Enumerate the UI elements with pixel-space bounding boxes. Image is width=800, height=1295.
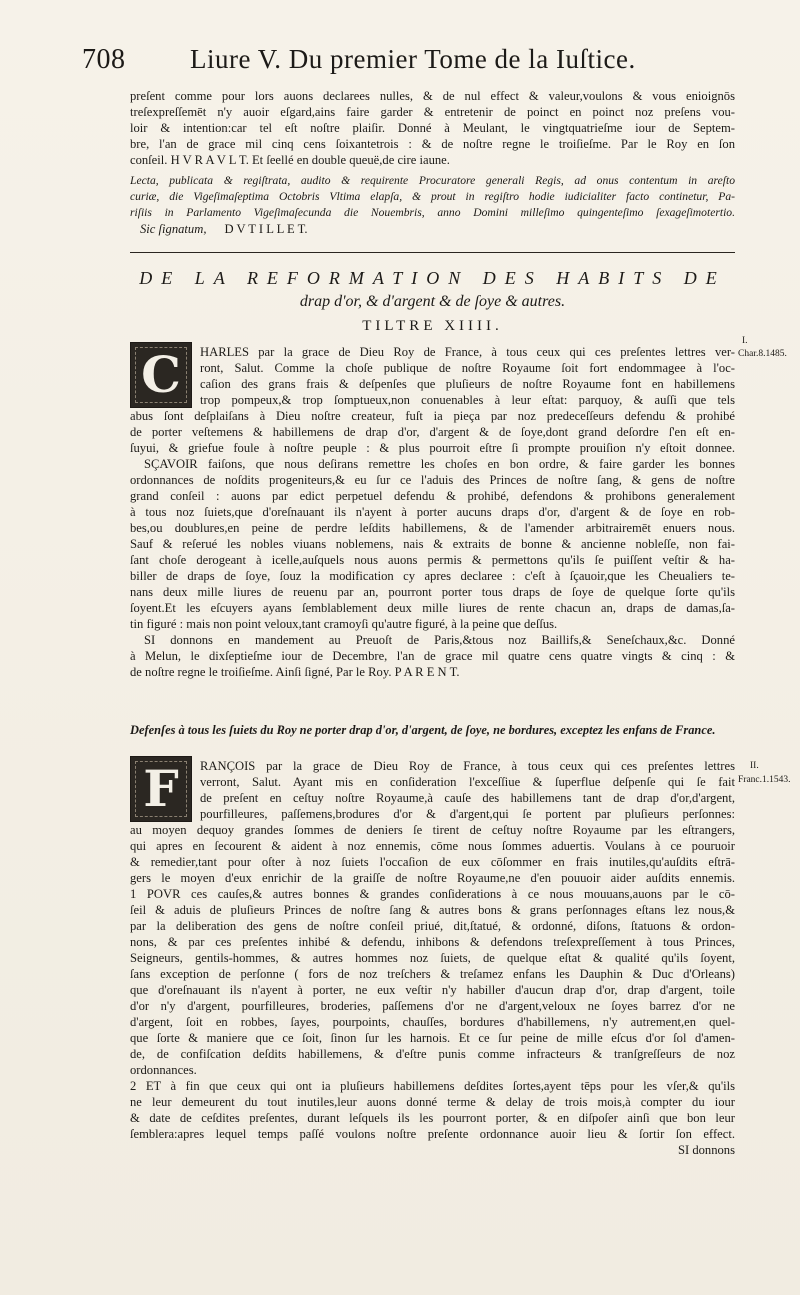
- text-line: SÇAVOIR faiſons, que nous deſirans remettre les choſes en bon ordre, & faire garder les bonnes: [144, 457, 735, 471]
- text-line: nans deux mille liures de reuenu par an, pourront porter tous draps de ſoye de quelque ſorte qu'ils: [130, 585, 735, 599]
- text-line: biller de draps de ſoye, ſouz la modification cy apres declaree : c'eſt à ſçauoir,que les Cheualiers te-: [130, 569, 735, 583]
- latin-line: curiæ, die Vigeſimaſeptima Octobris Vltima elapſa, & prout in regiſtro hodie iudicialiter facto continetur, Pa-: [130, 190, 735, 203]
- title-number: TILTRE XIIII.: [362, 318, 503, 334]
- drop-cap-C: C: [130, 342, 192, 408]
- text-line: pourfilleures, paſſemens,brodures d'or & d'argent,qui ſe portent par pluſieurs perſonnes:: [200, 807, 735, 821]
- text-line: grand conſeil : auons par edict perpetuel defendu & prohibé, defendons & prohibons generalement: [130, 489, 735, 503]
- text-line: que d'oreſnauant ils n'ayent à porter, ne eux veſtir n'y habiller d'aucun drap d'or, drap d'argent, toile: [130, 983, 735, 997]
- margin-note-number: II.: [750, 761, 759, 771]
- text-line: ordonnances.: [130, 1063, 197, 1077]
- text-line: caſion des grans frais & deſpenſes que pluſieurs de noſtre Royaume font en habillemens: [200, 377, 735, 391]
- section-title: DE LA REFORMATION DES HABITS DE: [139, 268, 726, 288]
- text-line: SI donnons en mandement au Preuoſt de Paris,&tous noz Baillifs,& Seneſchaux,&c. Donné: [144, 633, 735, 647]
- signature-line: [130, 221, 735, 237]
- text-line: ordonnances de noſdits progeniteurs,& eu ſur ce l'aduis des Princes de noſtre ſang, & gens de noſtre: [130, 473, 735, 487]
- text-line: ront, Salut. Comme la choſe publique de noſtre Royaume ſoit fort endommagee à l'oc-: [200, 361, 735, 375]
- text-line: ſemblera:apres lequel temps paſſé voulons noſtre preſente ordonnance auoir lieu & ſortir ſon effect.: [130, 1127, 735, 1141]
- text-line: ſant choſe derogeant à icelle,auſquels nous auons permis & permettons qu'ils ſe puiſſent veſtir & ha-: [130, 553, 735, 567]
- text-line: & remedier,tant pour oſter à noz ſuiets l'occaſion de eux cōſommer en frais inutiles,qu'auſdits eſtrā-: [130, 855, 735, 869]
- text-line: que ſorte & maniere que ce ſoit, ſinon ſur les harnois. Et ce ſur peine de mille eſcus d'or ſol d'amen-: [130, 1031, 735, 1045]
- text-line: de noſtre regne le troiſieſme. Ainſi ſigné, Par le Roy. P A R E N T.: [130, 665, 460, 679]
- text-line: d'argent, ſoit en robbes, ſayes, pourpoints, chauſſes, bordures d'habillemens, n'y autrement,en quel-: [130, 1015, 735, 1029]
- text-line: abus ſont deſplaiſans à Dieu noſtre createur, fuſt ia pieça par noz predeceſſeurs defendu & prohibé: [130, 409, 735, 423]
- text-line: Seigneurs, gentils-hommes, & autres hommes noz ſuiets, de quelque eſtat & qualité qu'ils ſoyent,: [130, 951, 735, 965]
- text-line: trop pompeux,& trop ſomptueux,non conuenables à leur eſtat: parquoy, & auſſi que tels: [200, 393, 735, 407]
- section-divider: [130, 252, 735, 253]
- text-line: preſent comme pour lors auons declarees nulles, & de nul effect & valeur,voulons & vous enioignōs: [130, 89, 735, 103]
- running-head: [82, 44, 682, 82]
- text-line: bes,ou doublures,en peine de perdre leſdits habillemens, & de l'amender arbitrairemēt enuers nous.: [130, 521, 735, 535]
- text-line: nons, & par ces preſentes inhibé & defendu, inhibons & defendons treſexpreſſement à tous Princes,: [130, 935, 735, 949]
- text-line: ſans exception de perſonne ( fors de noz treſchers & treſamez enfans les Dauphin & Duc d'Orleans): [130, 967, 735, 981]
- text-line: Sauf & reſerué les nobles viuans noblemens, nais & extraits de bonne & ancienne nobleſſe, non fai-: [130, 537, 735, 551]
- edict-charles: [130, 344, 735, 680]
- text-line: de porter veſtemens & habillemens de drap d'or, d'argent & de ſoye,dont grand deſordre ſ'en eſt en-: [130, 425, 735, 439]
- latin-line: riſiis in Parlamento Vigeſimaſecunda die Nouembris, anno Domini milleſimo quingenteſimo ſexageſimotertio.: [130, 206, 735, 219]
- margin-note-reference: Char.8.1485.: [738, 349, 787, 359]
- text-line: à Melun, le dixſeptieſme iour de Decembre, l'an de grace mil quatre cens quatre vingts & cinq : &: [130, 649, 735, 663]
- text-line: & date de ceſdites preſentes, durant leſquels ils les pourront porter, & en diſpoſer ainſi que bon leur: [130, 1111, 735, 1125]
- text-line: 2 ET à fin que ceux qui ont ia pluſieurs habillemens deſdites ſortes,ayent tēps pour les vſer,& qu'ils: [130, 1079, 735, 1093]
- text-line: ſeil & aduis de pluſieurs Princes de noſtre ſang & autres bons & grans perſonnages eſtans lez nous,&: [130, 903, 735, 917]
- text-line: ſuyui, & griefue foule à noſtre peuple : & plus pourroit eſtre ſi prompte prouiſion n'y eſtoit donnee.: [130, 441, 735, 455]
- signatum-label: Sic ſignatum,: [140, 222, 207, 236]
- edict-heading: Defenſes à tous les ſuiets du Roy ne porter drap d'or, d'argent, de ſoye, ne bordures, exceptez les enfans de France.: [130, 723, 716, 737]
- text-line: gers le moyen d'eux enrichir de la graiſſe de noſtre Royaume,ne d'en pouuoir aider auſdits ennemis.: [130, 871, 735, 885]
- text-line: 1 POVR ces cauſes,& autres bonnes & grandes conſiderations à ce nous mouuans,auons par le cō-: [130, 887, 735, 901]
- text-line: tin figuré : mais non point veloux,tant cramoyſi qu'autre figuré, à la peine que deſſus.: [130, 617, 558, 631]
- text-line: de, de confiſcation deſdits habillemens, & d'eſtre punis comme infracteurs & tranſgreſſeurs de noz: [130, 1047, 735, 1061]
- text-line: au moyen dequoy grandes ſommes de deniers ſe tirent de ceſtuy noſtre Royaume par les eſtrangers,: [130, 823, 735, 837]
- running-title: Liure V. Du premier Tome de la Iuſtice.: [190, 44, 636, 74]
- text-line: loir & intention:car tel eſt noſtre plaiſir. Donné à Meulant, le vingtquatrieſme iour de Septem-: [130, 121, 735, 135]
- text-line: RANÇOIS par la grace de Dieu Roy de France, à tous ceux qui ces preſentes lettres: [200, 759, 735, 773]
- text-line: HARLES par la grace de Dieu Roy de France, à tous ceux qui ces preſentes lettres ver-: [200, 345, 735, 359]
- margin-note-reference: Franc.1.1543.: [738, 775, 791, 785]
- text-line: par la deliberation des gens de noſtre conſeil priué, dit,ſtatué, & ordonné, diſons, ſtatuons & ordon-: [130, 919, 735, 933]
- text-line: de preſent en ceſtuy noſtre Royaume,à cauſe des habillemens tant de drap d'or,d'argent,: [200, 791, 735, 805]
- latin-line: Lecta, publicata & regiſtrata, audito & requirente Procuratore generali Regis, ad onus contentum in areſto: [130, 174, 735, 187]
- signatory-name: D V T I L L E T.: [224, 222, 308, 236]
- margin-note-number: I.: [742, 336, 748, 346]
- section-subtitle: drap d'or, & d'argent & de ſoye & autres.: [299, 293, 566, 310]
- text-line: à tous noz ſuiets,que d'oreſnauant ils n'ayent à porter aucuns draps d'or, d'argent & de ſoye en rob-: [130, 505, 735, 519]
- text-line: conſeil. H V R A V L T. Et ſeellé en double queuë,de cire iaune.: [130, 153, 450, 167]
- edict-francois: [130, 758, 735, 1158]
- text-line: treſexpreſſemēt n'y auoir eſgard,ains faire garder & entretenir de poinct en poinct noz preſens vou-: [130, 105, 735, 119]
- previous-ordinance-ending: [130, 88, 735, 237]
- page-number: 708: [82, 44, 126, 75]
- text-line: ne leur demeurent du tout inutiles,leur auons donné terme & delay de trois mois,à compter du iour: [130, 1095, 735, 1109]
- text-line: bre, l'an de grace mil cinq cens ſoixantetrois : & de noſtre regne le troiſieſme. Par le Roy en ſon: [130, 137, 735, 151]
- drop-cap-F: F: [130, 756, 192, 822]
- text-line: ſoyent.Et les eſcuyers ayans ſemblablement deux mille liures de rente chacun an, draps de damas,ſa-: [130, 601, 735, 615]
- text-line: qui apres en ſecourent & aident à noz ennemis, cōme nous ſommes aduertis. Voulans à ce pouruoir: [130, 839, 735, 853]
- catchword: SI donnons: [677, 1143, 735, 1157]
- text-line: d'or n'y d'argent, pourfilleures, broderies, paſſemens d'or ne d'argent,veloux ne ſoyes barrez d'or ne: [130, 999, 735, 1013]
- text-line: verront, Salut. Ayant mis en conſideration l'exceſſiue & ſuperflue deſpenſe qui ſe fait: [200, 775, 735, 789]
